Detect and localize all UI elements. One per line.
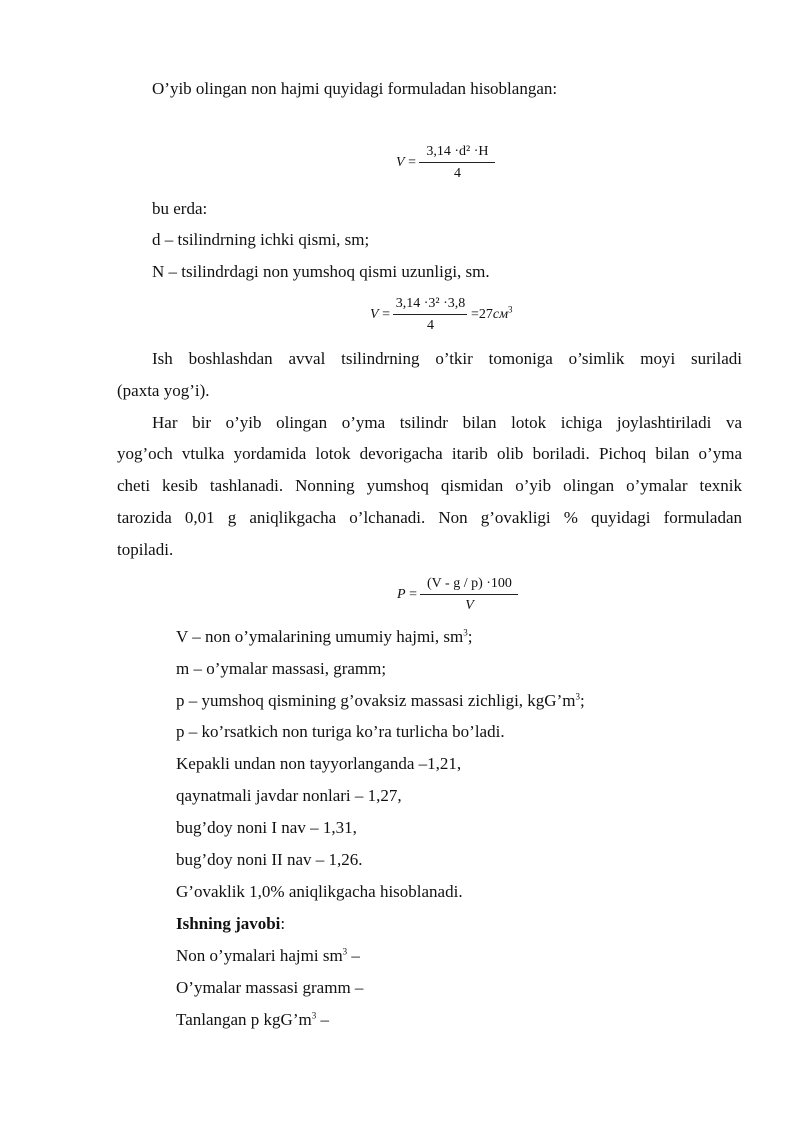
paragraph-2-line-1: Har bir o’yib olingan o’yma tsilindr bilan lotok ichiga joylashtiriladi va [152,413,742,432]
answer-volume-sup: 3 [342,946,348,957]
paragraph-1-line-2: (paxta yog’i). [117,381,210,400]
formula-volume-denominator: 4 [453,166,461,181]
formula-calc-denominator: 4 [426,318,434,333]
definition-v [176,627,472,647]
formula-calc-lhs: V [370,307,379,323]
formula-porosity-numerator: (V - g / p) ·100 [427,576,512,591]
paragraph-2-line-3: cheti kesib tashlanadi. Nonning yumshoq qismidan o’yib olingan o’ymalar texnik [117,476,742,495]
answer-title [176,914,285,934]
formula-volume [396,144,495,182]
answer-volume-text: Non o’ymalari hajmi sm [176,946,343,965]
definition-m: m – o’ymalar massasi, gramm; [176,659,387,678]
paragraph-1-line-1: Ish boshlashdan avval tsilindrning o’tkir tomoniga o’simlik moyi suriladi [152,349,742,368]
paragraph-2-line-5: topiladi. [117,540,174,559]
answer-density-sup: 3 [311,1010,317,1021]
formula-calc-fraction [393,296,467,334]
formula-volume-calc [370,296,513,334]
definition-p-density-sup: 3 [575,691,580,702]
answer-density-end: – [316,1010,329,1029]
answer-density [176,1010,329,1030]
answer-volume-end: – [347,946,360,965]
formula-volume-numerator: 3,14 ·d² ·H [426,144,489,159]
value-qaynatmali: qaynatmali javdar nonlari – 1,27, [176,786,402,805]
intro-text: O’yib olingan non hajmi quyidagi formuladan hisoblangan: [152,79,558,98]
formula-calc-unit-sup: 3 [508,304,513,315]
definition-p-density-end: ; [579,691,585,710]
formula-porosity-eq: = [409,587,417,603]
formula-volume-lhs: V [396,155,405,171]
answer-title-colon: : [280,914,286,933]
definition-p-density-text: p – yumshoq qismining g’ovaksiz massasi zichligi, kgG’m [176,691,576,710]
definition-p-indicator: p – ko’rsatkich non turiga ko’ra turlicha bo’ladi. [176,722,505,741]
formula-calc-unit: см [492,307,509,323]
formula-volume-eq: = [408,155,416,171]
formula-porosity-denominator: V [465,598,474,613]
paragraph-2-line-2: yog’och vtulka yordamida lotok devorigacha itarib olib boriladi. Pichoq bilan o’yma [117,444,742,463]
formula-calc-numerator: 3,14 ·3² ·3,8 [395,296,466,311]
answer-title-text: Ishning javobi [176,914,281,933]
formula-porosity-fraction [420,576,518,614]
formula-porosity-lhs: P [397,587,406,603]
value-nav-2: bug’doy noni II nav – 1,26. [176,850,363,869]
formula-calc-eq: = [382,307,390,323]
value-nav-1: bug’doy noni I nav – 1,31, [176,818,357,837]
definition-p-density [176,691,585,711]
answer-volume [176,946,360,966]
paragraph-2-line-4: tarozida 0,01 g aniqlikgacha o’lchanadi. Non g’ovakligi % quyidagi formuladan [117,508,742,527]
definition-v-end: ; [467,627,473,646]
definition-d: d – tsilindrning ichki qismi, sm; [152,230,370,249]
formula-volume-fraction [419,144,495,182]
porosity-precision: G’ovaklik 1,0% aniqlikgacha hisoblanadi. [176,882,463,901]
where-text: bu erda: [152,199,208,218]
definition-v-text: V – non o’ymalarining umumiy hajmi, sm [176,627,464,646]
answer-mass: O’ymalar massasi gramm – [176,978,364,997]
value-kepakli: Kepakli undan non tayyorlanganda –1,21, [176,754,462,773]
formula-calc-result: =27 [470,307,493,323]
definition-v-sup: 3 [463,627,468,638]
answer-density-text: Tanlangan p kgG’m [176,1010,312,1029]
definition-n: N – tsilindrdagi non yumshoq qismi uzunligi, sm. [152,262,490,281]
formula-porosity [397,576,518,614]
